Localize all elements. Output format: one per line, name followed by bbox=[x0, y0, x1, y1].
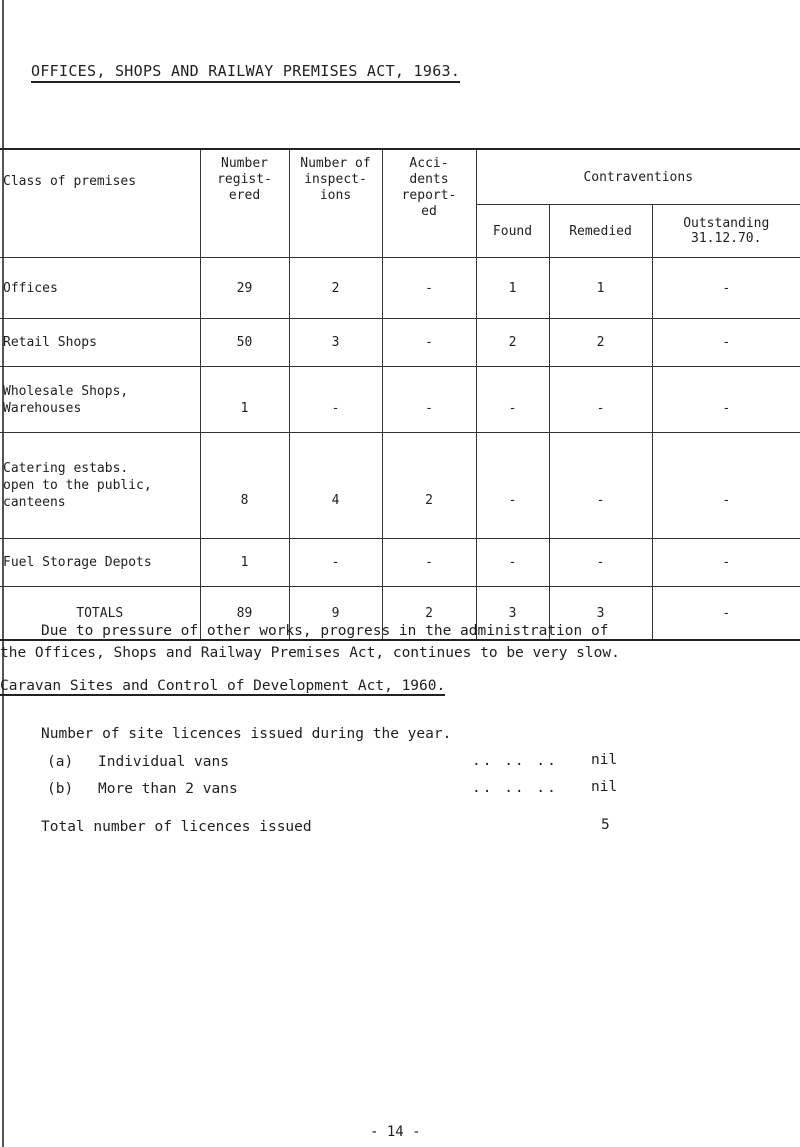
table-row bbox=[0, 539, 800, 587]
cell-class bbox=[0, 433, 200, 539]
cell-found: - bbox=[476, 367, 549, 433]
page-number: - 14 - bbox=[370, 1124, 421, 1140]
cell-found: 1 bbox=[476, 258, 549, 319]
cell-class: Retail Shops bbox=[0, 319, 200, 367]
item-b-text: More than 2 vans bbox=[98, 781, 238, 797]
cell-outstanding: - bbox=[652, 319, 800, 367]
header-outstanding-text: Outstanding 31.12.70. bbox=[683, 216, 770, 246]
header-accidents-reported-text: Acci- dents report- ed bbox=[401, 156, 457, 219]
cell-class-totals: TOTALS bbox=[0, 587, 200, 641]
cell-class bbox=[0, 367, 200, 433]
header-number-registered bbox=[200, 149, 289, 258]
progress-paragraph bbox=[0, 620, 800, 664]
paragraph-line-1: Due to pressure of other works, progress in the administration of bbox=[41, 623, 609, 639]
cell-class: Fuel Storage Depots bbox=[0, 539, 200, 587]
cell-inspections: 4 bbox=[289, 433, 382, 539]
cell-remedied: 3 bbox=[549, 587, 652, 641]
header-number-registered-text: Number regist- ered bbox=[217, 156, 272, 203]
item-a-text: Individual vans bbox=[98, 754, 229, 770]
item-a-value: nil bbox=[591, 752, 618, 768]
item-b-dots: .. .. .. bbox=[472, 780, 558, 796]
cell-inspections: 3 bbox=[289, 319, 382, 367]
cell-remedied: - bbox=[549, 433, 652, 539]
header-found: Found bbox=[476, 205, 549, 258]
table-row bbox=[0, 367, 800, 433]
cell-remedied: 1 bbox=[549, 258, 652, 319]
header-outstanding bbox=[652, 205, 800, 258]
cell-found: 2 bbox=[476, 319, 549, 367]
cell-accidents: 2 bbox=[382, 587, 476, 641]
cell-accidents: 2 bbox=[382, 433, 476, 539]
caravan-intro: Number of site licences issued during the year. bbox=[41, 726, 452, 742]
page-title: OFFICES, SHOPS AND RAILWAY PREMISES ACT, 1963. bbox=[31, 62, 460, 83]
cell-outstanding: - bbox=[652, 258, 800, 319]
cell-inspections: 2 bbox=[289, 258, 382, 319]
header-remedied: Remedied bbox=[549, 205, 652, 258]
cell-remedied: 2 bbox=[549, 319, 652, 367]
item-a-dots: .. .. .. bbox=[472, 753, 558, 769]
cell-remedied: - bbox=[549, 367, 652, 433]
cell-class: Offices bbox=[0, 258, 200, 319]
cell-found: 3 bbox=[476, 587, 549, 641]
table-row bbox=[0, 319, 800, 367]
cell-accidents: - bbox=[382, 319, 476, 367]
header-contraventions: Contraventions bbox=[476, 149, 800, 205]
cell-found: - bbox=[476, 539, 549, 587]
header-number-inspections bbox=[289, 149, 382, 258]
cell-remedied: - bbox=[549, 539, 652, 587]
table-header-row bbox=[0, 149, 800, 205]
table-row bbox=[0, 258, 800, 319]
item-b-label: (b) bbox=[47, 781, 74, 797]
cell-registered: 50 bbox=[200, 319, 289, 367]
cell-found: - bbox=[476, 433, 549, 539]
cell-registered: 89 bbox=[200, 587, 289, 641]
item-b-value: nil bbox=[591, 779, 618, 795]
cell-registered: 1 bbox=[200, 539, 289, 587]
header-number-inspections-text: Number of inspect- ions bbox=[300, 156, 371, 203]
cell-class-text: Catering estabs. open to the public, canteens bbox=[3, 461, 152, 510]
cell-registered: 1 bbox=[200, 367, 289, 433]
total-licences-value: 5 bbox=[601, 817, 610, 833]
total-licences-label: Total number of licences issued bbox=[41, 819, 312, 835]
cell-inspections: 9 bbox=[289, 587, 382, 641]
cell-accidents: - bbox=[382, 539, 476, 587]
caravan-heading: Caravan Sites and Control of Development Act, 1960. bbox=[0, 678, 446, 694]
cell-inspections: - bbox=[289, 367, 382, 433]
header-class-of-premises: Class of premises bbox=[0, 149, 200, 258]
cell-outstanding: - bbox=[652, 587, 800, 641]
cell-registered: 29 bbox=[200, 258, 289, 319]
premises-table bbox=[0, 148, 800, 641]
cell-outstanding: - bbox=[652, 539, 800, 587]
item-a-label: (a) bbox=[47, 754, 74, 770]
table-row bbox=[0, 433, 800, 539]
cell-class-text: Wholesale Shops, Warehouses bbox=[3, 383, 129, 416]
header-accidents-reported bbox=[382, 149, 476, 258]
cell-registered: 8 bbox=[200, 433, 289, 539]
paragraph-line-2: the Offices, Shops and Railway Premises Act, continues to be very slow. bbox=[0, 645, 620, 661]
cell-outstanding: - bbox=[652, 433, 800, 539]
cell-inspections: - bbox=[289, 539, 382, 587]
cell-outstanding: - bbox=[652, 367, 800, 433]
cell-accidents: - bbox=[382, 258, 476, 319]
cell-accidents: - bbox=[382, 367, 476, 433]
